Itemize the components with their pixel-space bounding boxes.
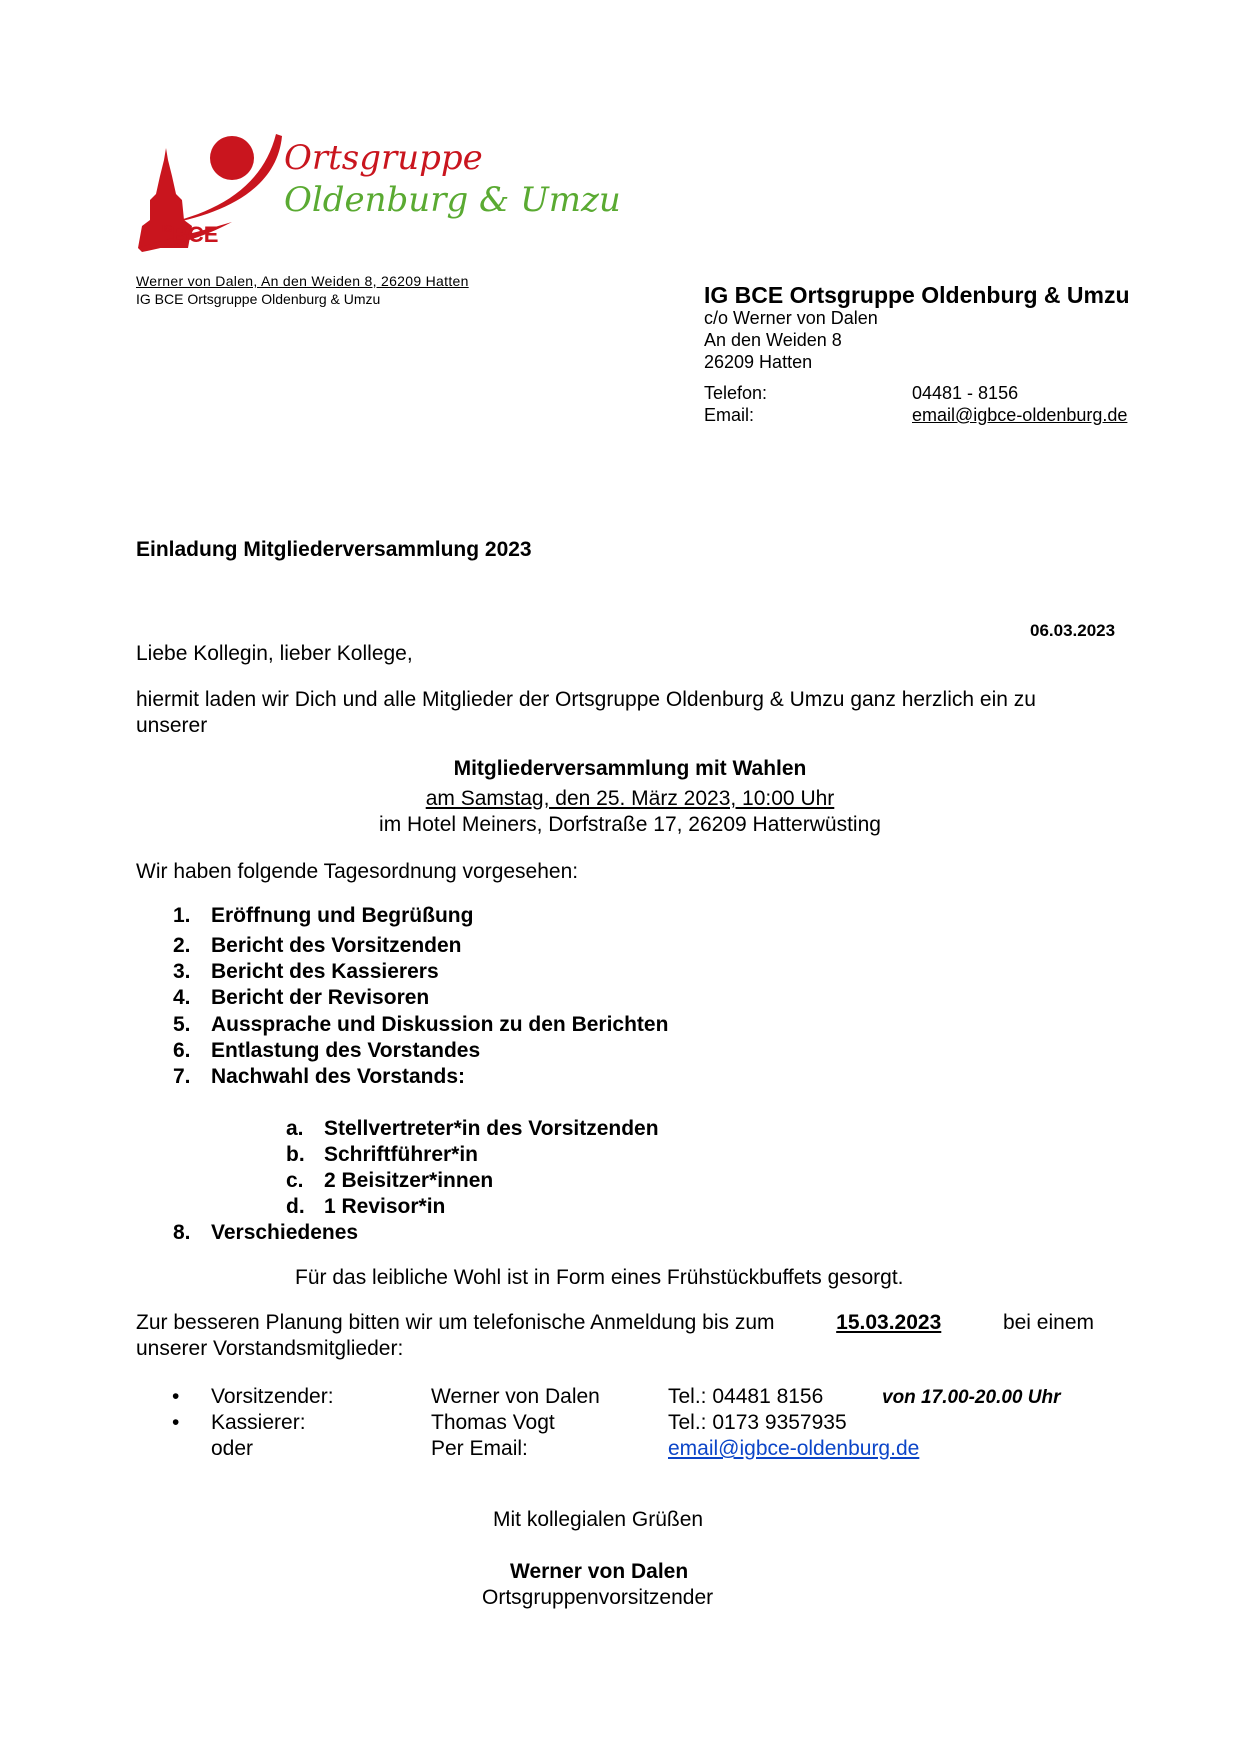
event-where: im Hotel Meiners, Dorfstraße 17, 26209 Hatterwüsting [379, 813, 881, 836]
letterhead-org: IG BCE Ortsgruppe Oldenburg & Umzu [704, 282, 1130, 308]
subagenda-item-text: Stellvertreter*in des Vorsitzenden [324, 1117, 659, 1140]
phone-label: Telefon: [704, 383, 768, 403]
agenda-item-num: 1. [173, 904, 191, 927]
breakfast-note: Für das leibliche Wohl ist in Form eines Frühstückbuffets gesorgt. [295, 1266, 904, 1289]
agenda-item-text: Nachwahl des Vorstands: [211, 1065, 466, 1088]
logo-line2: Oldenburg & Umzu [284, 180, 621, 220]
sender-line-2: IG BCE Ortsgruppe Oldenburg & Umzu [136, 291, 381, 307]
subagenda-item-num: d. [286, 1195, 305, 1218]
sender-line-1: Werner von Dalen, An den Weiden 8, 26209 Hatten [136, 273, 469, 289]
subagenda-item-text: Schriftführer*in [324, 1143, 479, 1166]
contact-name: Per Email: [431, 1437, 528, 1460]
agenda-item-text: Bericht des Vorsitzenden [211, 934, 462, 957]
contact-role: Vorsitzender: [211, 1385, 334, 1408]
registration-after: bei einem [1002, 1311, 1094, 1334]
letterhead-email-link[interactable]: email@igbce-oldenburg.de [912, 405, 1128, 425]
agenda-item-num: 7. [173, 1065, 191, 1088]
agenda-item-num: 2. [173, 934, 191, 957]
agenda-intro: Wir haben folgende Tagesordnung vorgesehen: [136, 860, 579, 883]
logo-bce: BCE [172, 222, 219, 247]
agenda-item-num: 4. [173, 986, 191, 1009]
letter-date: 06.03.2023 [1030, 621, 1116, 640]
agenda-item-text: Verschiedenes [211, 1221, 359, 1244]
logo [132, 130, 621, 255]
letterhead-street: An den Weiden 8 [704, 330, 842, 350]
letterhead-city: 26209 Hatten [704, 352, 813, 372]
signature-name: Werner von Dalen [510, 1560, 689, 1583]
contact-email-link[interactable]: email@igbce-oldenburg.de [668, 1437, 920, 1460]
subagenda-item-num: c. [286, 1169, 304, 1192]
agenda-item-num: 3. [173, 960, 191, 983]
agenda-item-text: Bericht des Kassierers [211, 960, 439, 983]
agenda-item-text: Bericht der Revisoren [211, 986, 430, 1009]
subagenda-item-text: 2 Beisitzer*innen [324, 1169, 494, 1192]
event-when: am Samstag, den 25. März 2023, 10:00 Uhr [425, 787, 835, 810]
subagenda-item-text: 1 Revisor*in [324, 1195, 446, 1218]
subagenda-item-num: b. [286, 1143, 305, 1166]
contact-tel: Tel.: 0173 9357935 [668, 1411, 847, 1434]
email-label: Email: [704, 405, 755, 425]
closing: Mit kollegialen Grüßen [493, 1508, 704, 1531]
contact-tel: Tel.: 04481 8156 [668, 1385, 824, 1408]
subagenda-item-num: a. [286, 1117, 304, 1140]
salutation: Liebe Kollegin, lieber Kollege, [136, 642, 413, 665]
logo-ig: IG [162, 224, 173, 235]
agenda-item-text: Entlastung des Vorstandes [211, 1039, 481, 1062]
contact-name: Werner von Dalen [431, 1385, 600, 1408]
logo-line1: Ortsgruppe [284, 138, 483, 178]
letterhead-co: c/o Werner von Dalen [704, 308, 878, 328]
contact-role: oder [211, 1437, 254, 1460]
contact-name: Thomas Vogt [431, 1411, 555, 1434]
registration-deadline: 15.03.2023 [836, 1311, 942, 1334]
intro-line-1: hiermit laden wir Dich und alle Mitglieder der Ortsgruppe Oldenburg & Umzu ganz herzlich ein zu [136, 688, 1036, 711]
agenda-item-num: 8. [173, 1221, 191, 1244]
agenda-item-text: Aussprache und Diskussion zu den Berichten [211, 1013, 669, 1036]
contact-note: von 17.00-20.00 Uhr [882, 1387, 1061, 1408]
bullet: • [172, 1385, 180, 1408]
event-title: Mitgliederversammlung mit Wahlen [453, 757, 807, 780]
registration-line-2: unserer Vorstandsmitglieder: [136, 1337, 404, 1360]
agenda-item-num: 6. [173, 1039, 191, 1062]
registration-before: Zur besseren Planung bitten wir um telefonische Anmeldung bis zum [136, 1311, 775, 1334]
phone-value: 04481 - 8156 [912, 383, 1019, 403]
agenda-item-text: Eröffnung und Begrüßung [211, 904, 474, 927]
signature-title: Ortsgruppenvorsitzender [482, 1586, 714, 1609]
agenda-item-num: 5. [173, 1013, 191, 1036]
intro-line-2: unserer [136, 714, 208, 737]
registration-line-1 [136, 1310, 1094, 1336]
bullet: • [172, 1411, 180, 1434]
subject: Einladung Mitgliederversammlung 2023 [136, 538, 532, 561]
contact-role: Kassierer: [211, 1411, 306, 1434]
